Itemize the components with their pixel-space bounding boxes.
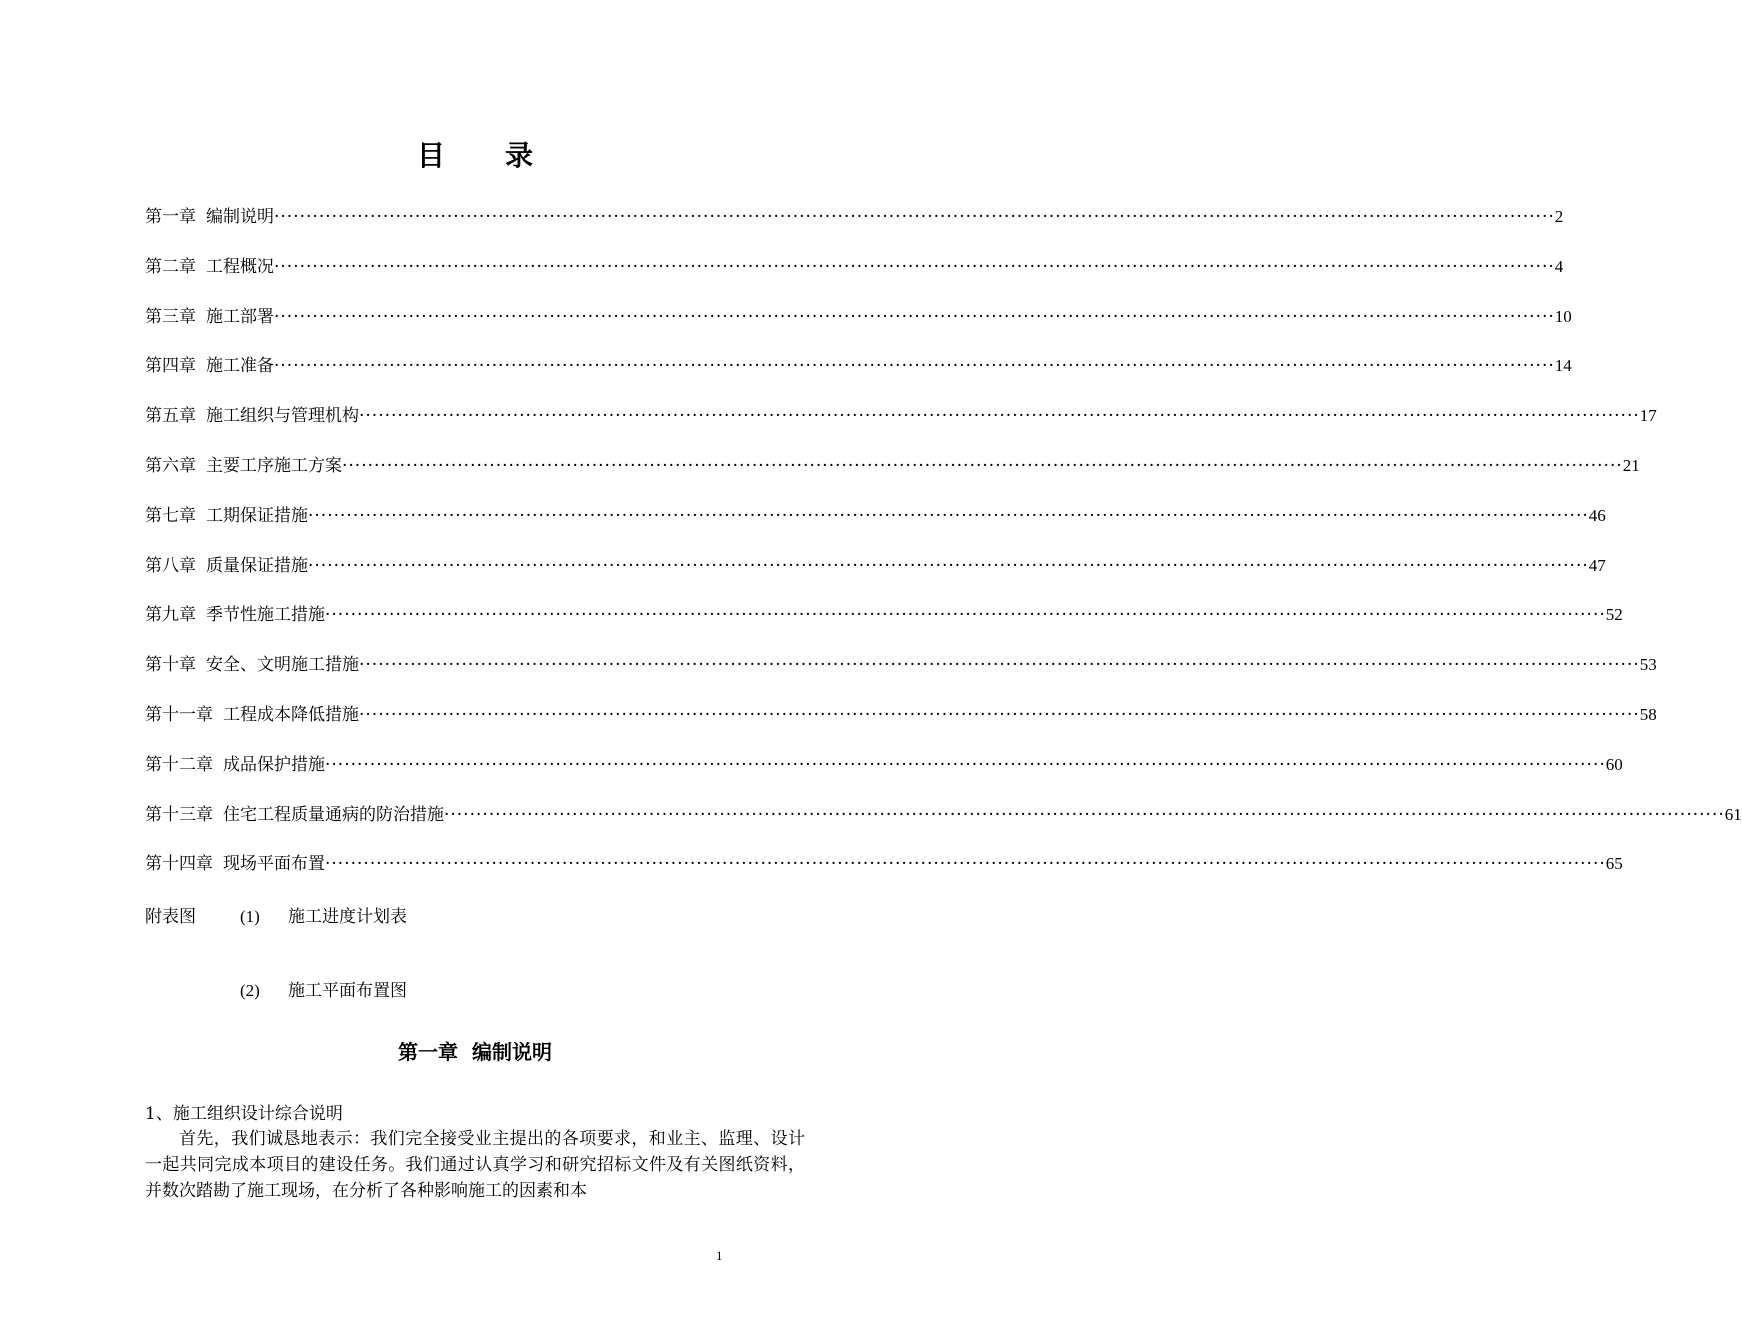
toc-entry-name: 工程成本降低措施	[223, 705, 359, 725]
toc-entry[interactable]	[145, 351, 1572, 377]
toc-entry-chapter: 第九章	[145, 605, 196, 626]
toc-entry-page: 52	[1605, 605, 1623, 625]
toc-leader-dots: ········································································································································································································	[342, 456, 1623, 476]
toc-entry[interactable]	[145, 700, 1657, 725]
toc-entry-name: 编制说明	[206, 207, 274, 227]
toc-entry-chapter: 第二章	[145, 256, 196, 277]
toc-entry-page: 46	[1588, 505, 1606, 525]
appendix-item-name[interactable]: 施工进度计划表	[288, 907, 407, 927]
toc-title-part1: 目	[416, 139, 445, 172]
toc-entry-chapter: 第三章	[145, 306, 196, 327]
toc-entry-page: 17	[1639, 406, 1657, 426]
toc-entry[interactable]	[145, 302, 1572, 327]
toc-entry-chapter: 第十一章	[145, 705, 213, 725]
toc-leader-dots: ········································································································································································································	[308, 505, 1589, 526]
toc-entry-chapter: 第四章	[145, 356, 196, 377]
toc-leader-dots: ········································································································································································································	[359, 406, 1640, 427]
toc-entry-name: 现场平面布置	[223, 854, 325, 875]
toc-entry-name: 工程概况	[206, 256, 274, 277]
toc-entry-chapter: 第五章	[145, 406, 196, 427]
appendix-item-name[interactable]: 施工平面布置图	[288, 981, 407, 1001]
toc-entry-name: 质量保证措施	[206, 555, 308, 576]
toc-entry-chapter: 第一章	[145, 207, 196, 227]
toc-entry-chapter: 第十二章	[145, 754, 213, 775]
appendix-row-2	[145, 976, 407, 1001]
toc-leader-dots: ········································································································································································································	[444, 804, 1725, 825]
appendix-row-1	[145, 902, 407, 927]
appendix-item-number: (1)	[240, 907, 260, 926]
toc-entry[interactable]	[145, 401, 1657, 427]
toc-entry-name: 安全、文明施工措施	[206, 655, 359, 676]
toc-entry-name: 施工准备	[206, 356, 274, 377]
toc-leader-dots: ········································································································································································································	[325, 754, 1606, 775]
toc-entry-name: 施工部署	[206, 306, 274, 327]
toc-entry[interactable]	[145, 551, 1606, 576]
toc-entry-page: 4	[1554, 256, 1564, 276]
toc-entry-page: 10	[1554, 306, 1572, 326]
toc-leader-dots: ········································································································································································································	[274, 356, 1555, 377]
toc-entry[interactable]	[145, 202, 1564, 227]
toc-entry-page: 14	[1554, 356, 1572, 376]
toc-entry-chapter: 第十章	[145, 655, 196, 676]
toc-entry[interactable]	[145, 451, 1640, 476]
toc-entry-page: 65	[1605, 854, 1623, 874]
toc-entry-page: 47	[1588, 555, 1606, 575]
toc-entry-name: 住宅工程质量通病的防治措施	[223, 804, 444, 825]
toc-entry-page: 60	[1605, 754, 1623, 774]
toc-entry[interactable]	[145, 501, 1606, 526]
toc-entry[interactable]	[145, 650, 1657, 676]
toc-entry-page: 53	[1639, 655, 1657, 675]
toc-leader-dots: ········································································································································································································	[274, 256, 1555, 277]
page-number: 1	[716, 1248, 723, 1263]
toc-entry-name: 季节性施工措施	[206, 605, 325, 626]
toc-entry[interactable]	[145, 600, 1623, 626]
toc-entry-chapter: 第八章	[145, 555, 196, 576]
appendix-item-number: (2)	[240, 981, 260, 1000]
toc-entry-name: 施工组织与管理机构	[206, 406, 359, 427]
toc-leader-dots: ········································································································································································································	[325, 854, 1606, 875]
toc-leader-dots: ········································································································································································································	[325, 605, 1606, 626]
toc-entry-page: 61	[1724, 804, 1742, 824]
toc-entry-chapter: 第六章	[145, 456, 196, 476]
toc-entry[interactable]	[145, 750, 1623, 775]
toc-entry-chapter: 第七章	[145, 505, 196, 526]
toc-entry-name: 工期保证措施	[206, 505, 308, 526]
toc-leader-dots: ········································································································································································································	[274, 207, 1555, 227]
body-paragraph: 首先，我们诚恳地表示：我们完全接受业主提出的各项要求，和业主、监理、设计一起共同完成本项目的建设任务。我们通过认真学习和研究招标文件及有关图纸资料，并数次踏勘了施工现场，在分析了各种影响施工的因素和本	[145, 1129, 805, 1201]
toc-entry[interactable]	[145, 849, 1623, 875]
section-title: 1、施工组织设计综合说明	[145, 1104, 343, 1124]
toc-entry-chapter: 第十四章	[145, 854, 213, 875]
appendix-label: 附表图	[145, 907, 196, 927]
toc-entry-page: 21	[1622, 456, 1640, 475]
toc-entry[interactable]	[145, 800, 1742, 825]
toc-title-part2: 录	[505, 139, 534, 172]
toc-entry-page: 2	[1554, 207, 1564, 226]
toc-title	[0, 134, 950, 174]
toc-entry[interactable]	[145, 252, 1564, 277]
toc-entry-chapter: 第十三章	[145, 804, 213, 825]
toc-entry-name: 主要工序施工方案	[206, 456, 342, 476]
toc-entry-page: 58	[1639, 705, 1657, 724]
toc-leader-dots: ········································································································································································································	[274, 306, 1555, 327]
toc-entry-name: 成品保护措施	[223, 754, 325, 775]
toc-leader-dots: ········································································································································································································	[308, 555, 1589, 576]
chapter-heading: 第一章 编制说明	[398, 1040, 552, 1064]
toc-leader-dots: ········································································································································································································	[359, 655, 1640, 676]
toc-leader-dots: ········································································································································································································	[359, 705, 1640, 725]
